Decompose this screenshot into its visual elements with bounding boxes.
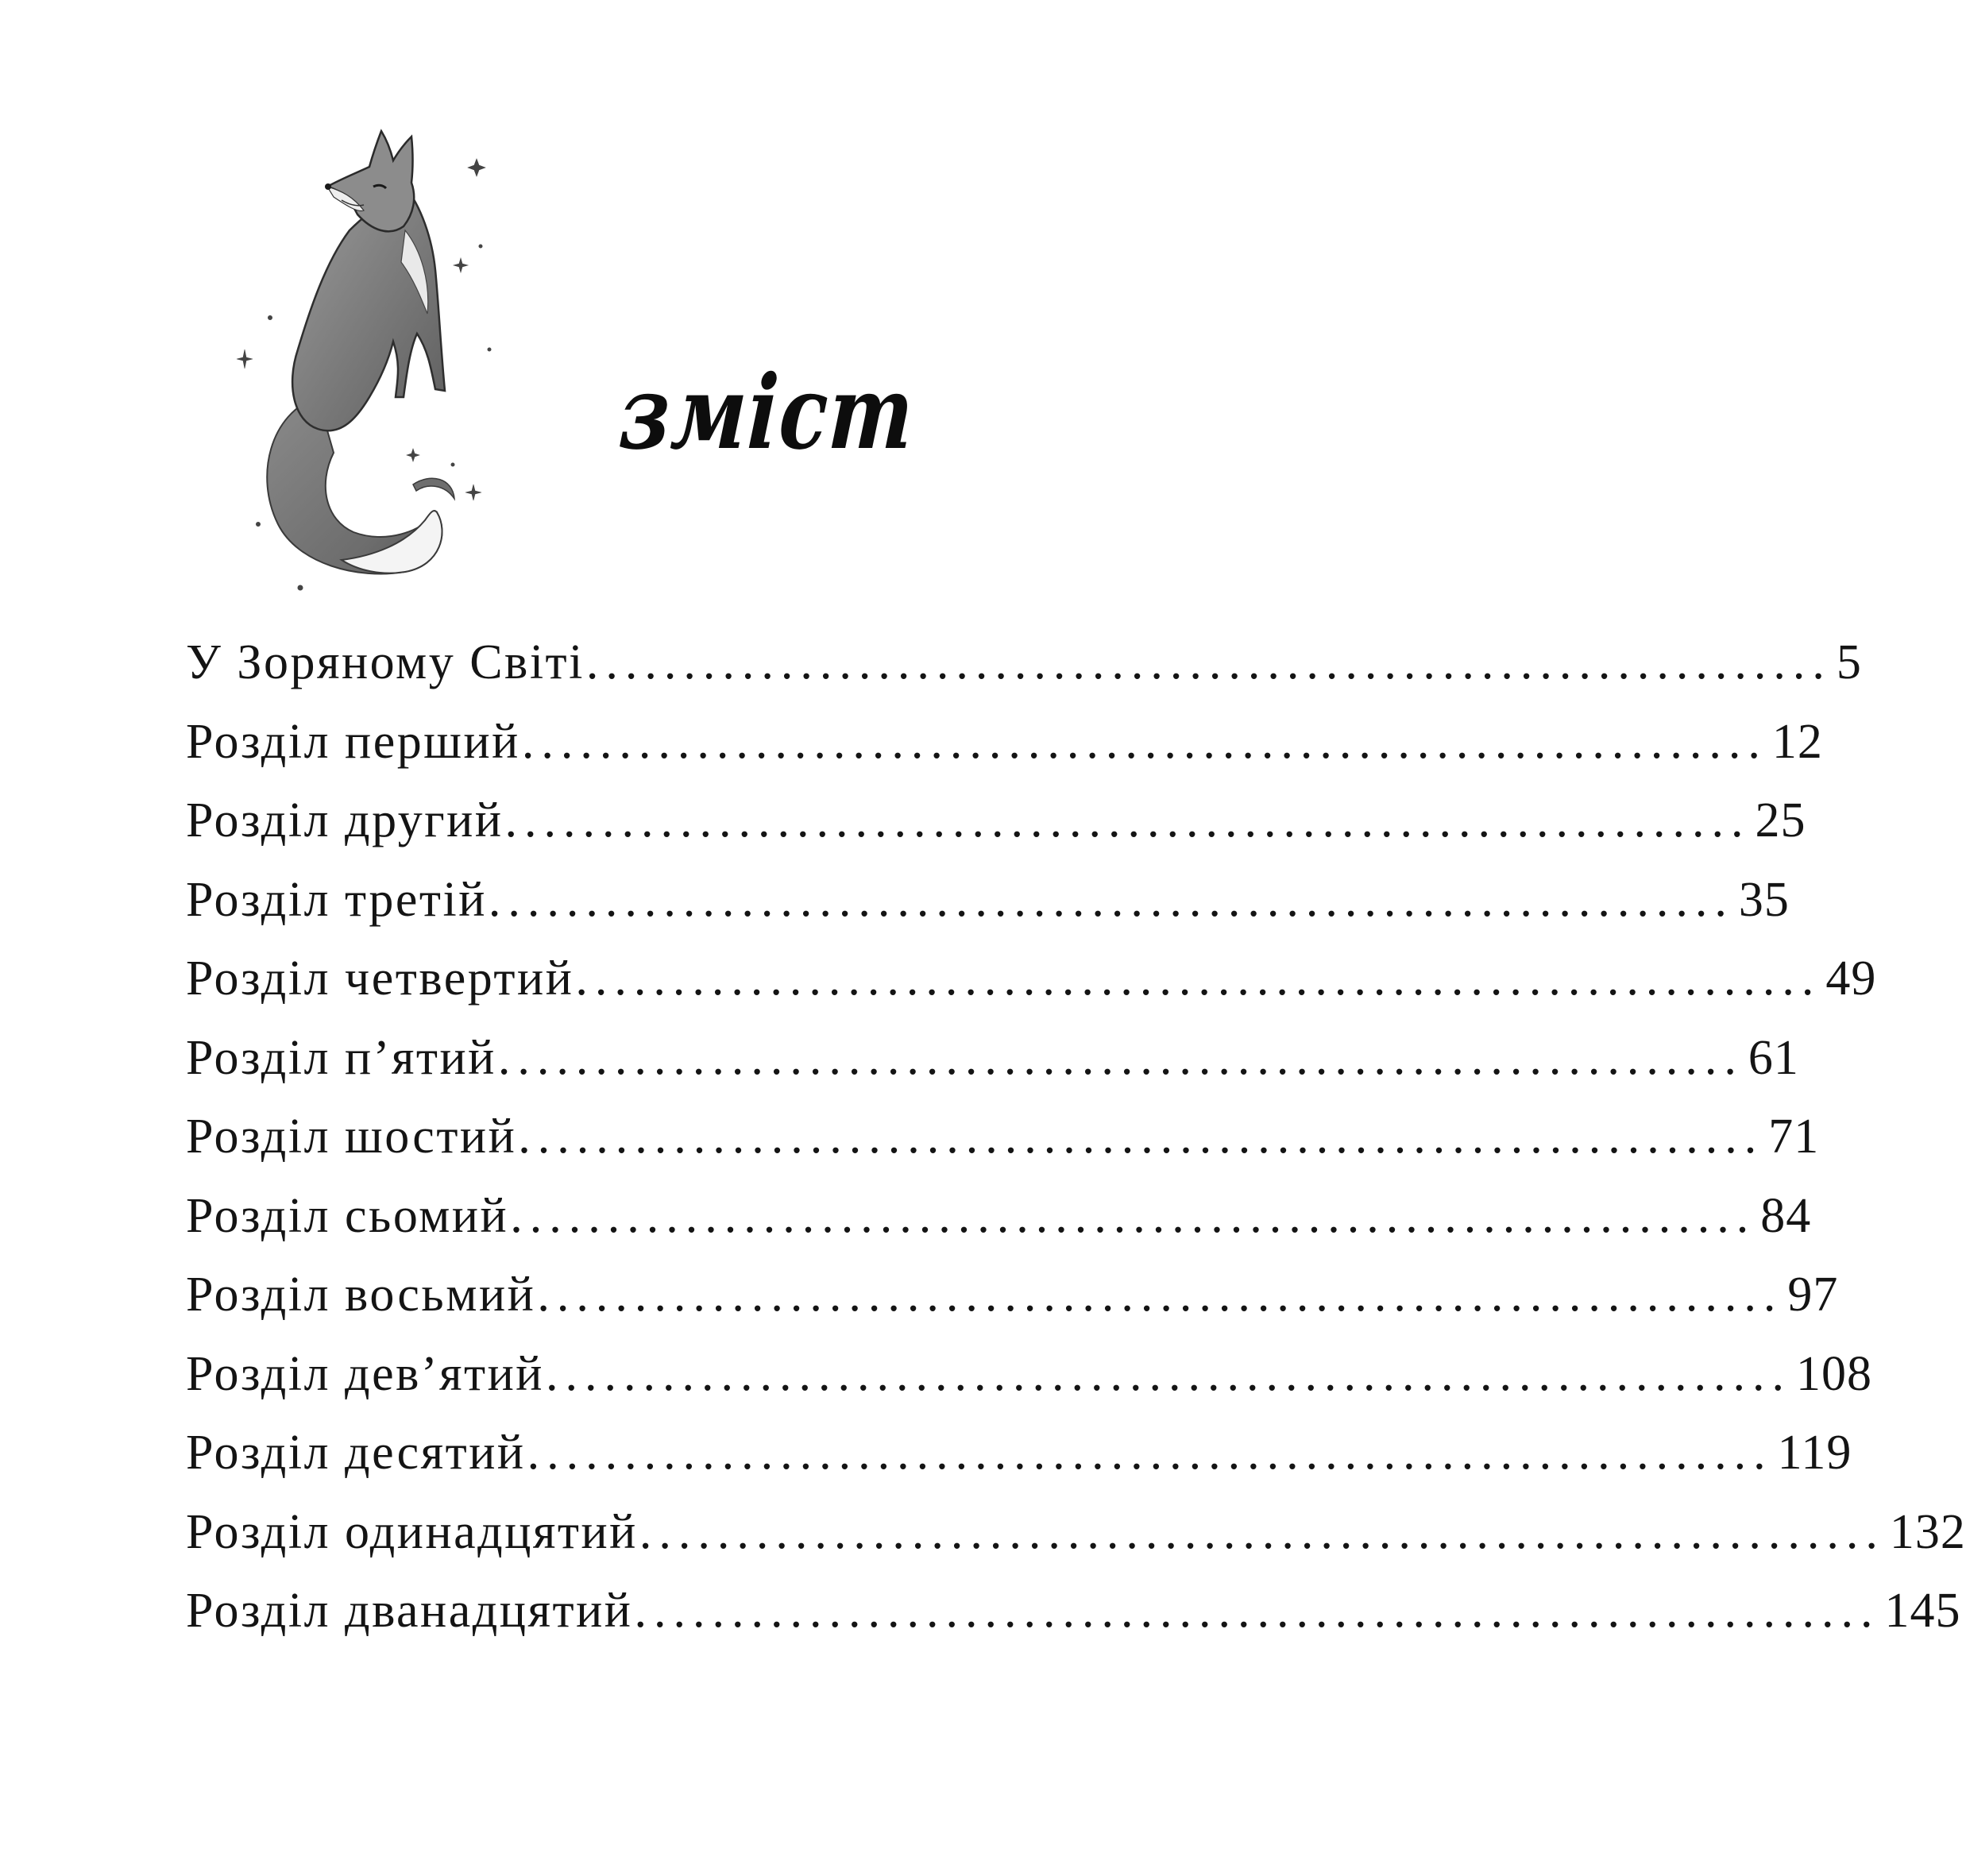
toc-entry-label: Розділ п’ятий xyxy=(186,1030,496,1085)
toc-entry-label: Розділ третій xyxy=(186,872,487,927)
toc-entry-page-number: 25 xyxy=(1755,793,1806,847)
page-title: зміст xyxy=(616,353,917,473)
toc-entry-label: Розділ одинадцятий xyxy=(186,1504,638,1559)
toc-entry-page-number: 132 xyxy=(1889,1504,1966,1559)
toc-entry[interactable] xyxy=(186,1493,1966,1573)
toc-entry-label: Розділ дев’ятий xyxy=(186,1346,544,1401)
toc-leader-dots: ................................................................ xyxy=(497,1030,1744,1085)
toc-leader-dots: ................................................................ xyxy=(634,1584,1880,1638)
toc-leader-dots: ................................................................ xyxy=(488,872,1734,927)
toc-leader-dots: ................................................................ xyxy=(510,1188,1756,1243)
toc-entry-page-number: 145 xyxy=(1884,1584,1961,1638)
toc-leader-dots: ................................................................ xyxy=(575,952,1821,1006)
toc-leader-dots: ................................................................ xyxy=(585,635,1832,689)
toc-entry-page-number: 84 xyxy=(1760,1188,1812,1243)
toc-entry[interactable] xyxy=(186,861,1790,940)
toc-entry[interactable] xyxy=(186,1572,1961,1651)
toc-entry[interactable] xyxy=(186,1098,1820,1177)
toc-leader-dots: ................................................................ xyxy=(504,793,1751,847)
toc-leader-dots: ................................................................ xyxy=(537,1268,1783,1322)
toc-entry-label: У Зоряному Світі xyxy=(186,635,585,689)
toc-entry-page-number: 12 xyxy=(1771,714,1823,769)
toc-entry-label: Розділ десятий xyxy=(186,1426,526,1480)
toc-entry-page-number: 5 xyxy=(1836,635,1862,689)
toc-entry[interactable] xyxy=(186,940,1877,1019)
toc-entry-label: Розділ четвертий xyxy=(186,952,574,1006)
toc-entry-page-number: 97 xyxy=(1787,1268,1839,1322)
toc-entry-label: Розділ дванадцятий xyxy=(186,1584,633,1638)
toc-entry-label: Розділ сьомий xyxy=(186,1188,509,1243)
toc-entry[interactable] xyxy=(186,1335,1872,1415)
toc-entry[interactable] xyxy=(186,1177,1812,1256)
toc-entry[interactable] xyxy=(186,703,1823,782)
toc-entry-label: Розділ перший xyxy=(186,714,520,769)
toc-leader-dots: ................................................................ xyxy=(639,1504,1885,1559)
toc-leader-dots: ................................................................ xyxy=(518,1110,1764,1164)
toc-entry-page-number: 108 xyxy=(1795,1346,1872,1401)
toc-entry[interactable] xyxy=(186,1256,1839,1335)
toc-entry[interactable] xyxy=(186,1019,1799,1098)
fox-illustration xyxy=(222,111,540,604)
toc-entry-page-number: 119 xyxy=(1777,1426,1852,1480)
toc-entry-page-number: 49 xyxy=(1825,952,1877,1006)
toc-entry-label: Розділ восьмий xyxy=(186,1268,536,1322)
table-of-contents xyxy=(186,623,1966,1651)
toc-entry[interactable] xyxy=(186,623,1862,703)
toc-entry-label: Розділ другий xyxy=(186,793,504,847)
toc-leader-dots: ................................................................ xyxy=(527,1426,1773,1480)
toc-entry-label: Розділ шостий xyxy=(186,1110,517,1164)
toc-leader-dots: ................................................................ xyxy=(521,714,1767,769)
toc-entry[interactable] xyxy=(186,782,1806,861)
toc-entry-page-number: 61 xyxy=(1748,1030,1799,1085)
toc-entry[interactable] xyxy=(186,1414,1852,1493)
toc-leader-dots: ................................................................ xyxy=(545,1346,1791,1401)
fox-head xyxy=(327,131,414,231)
toc-entry-page-number: 35 xyxy=(1738,872,1790,927)
toc-entry-page-number: 71 xyxy=(1768,1110,1820,1164)
